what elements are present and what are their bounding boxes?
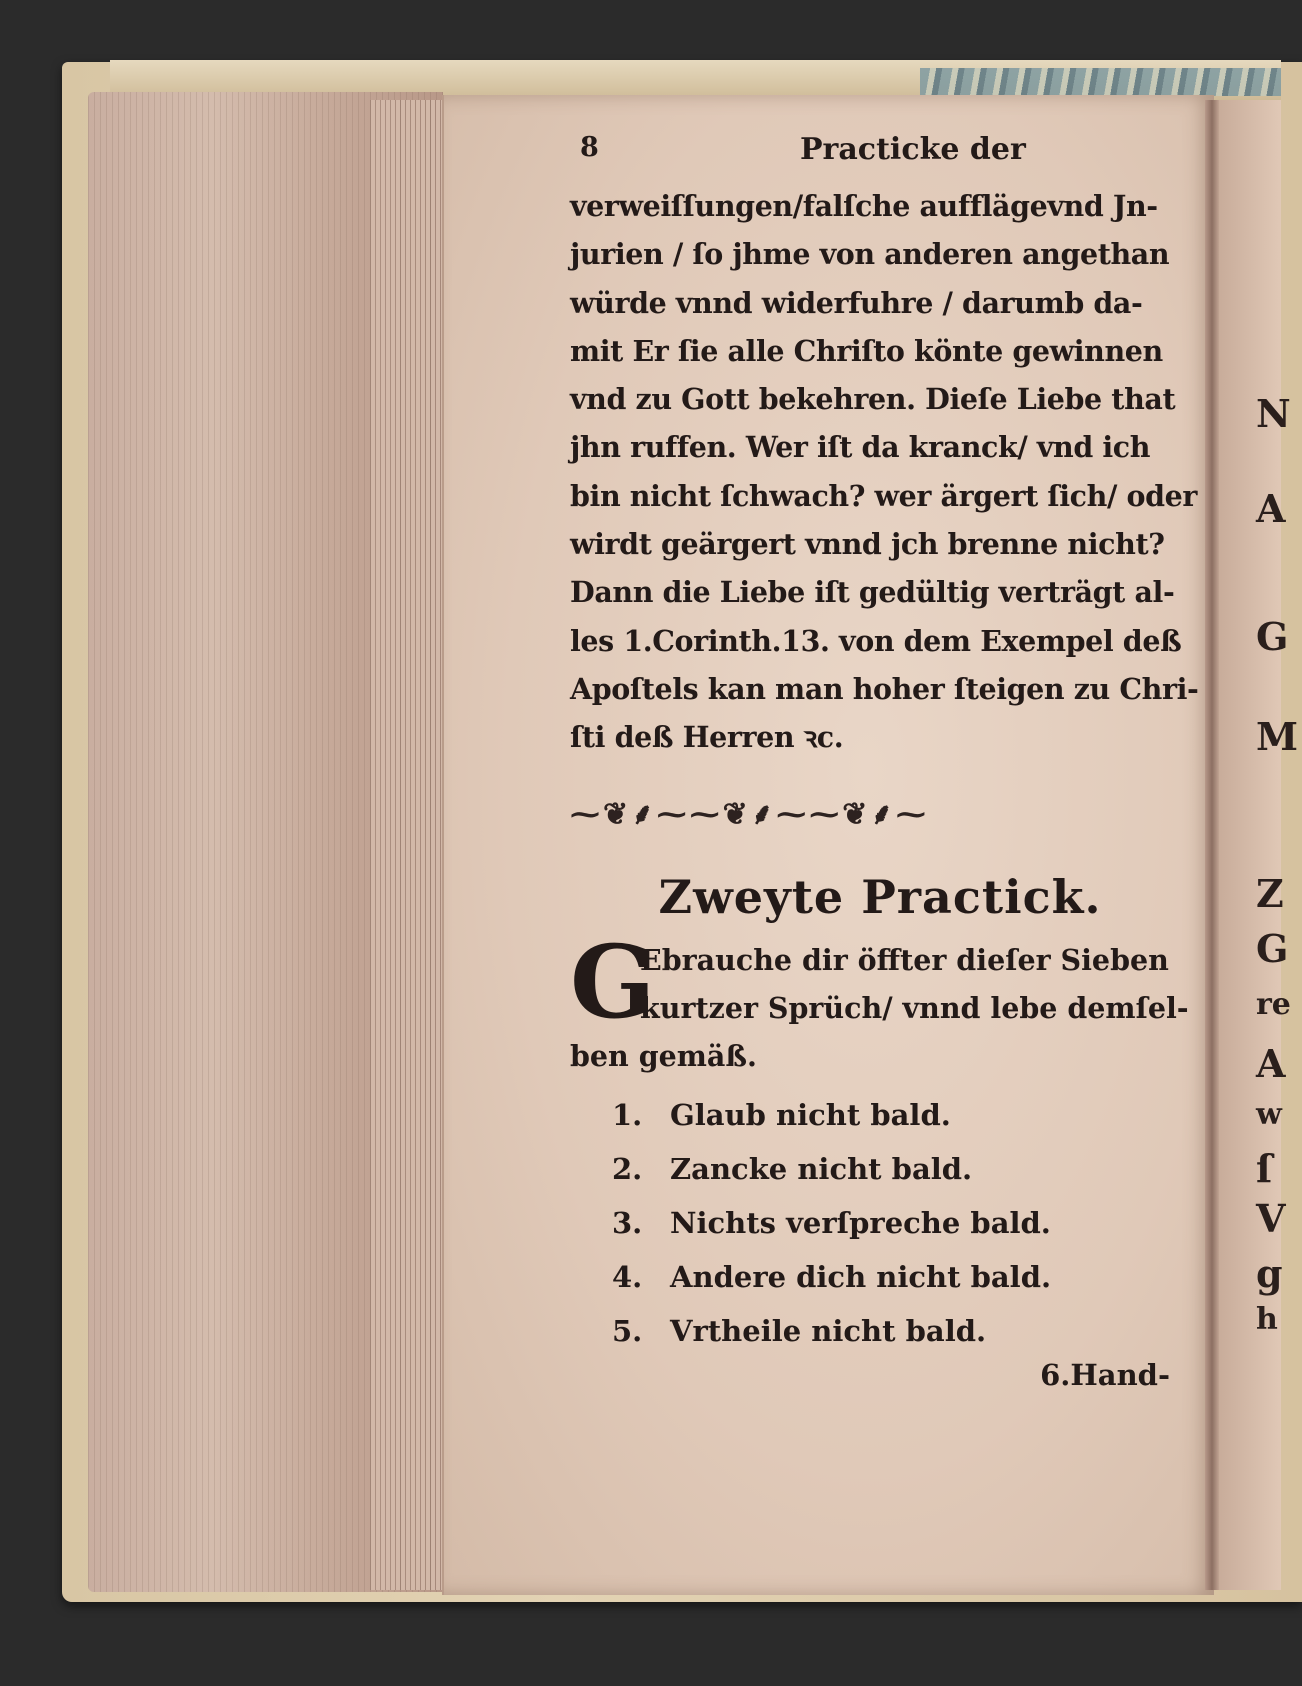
list-item	[570, 1304, 1190, 1358]
list-number: 1.	[612, 1097, 643, 1132]
list-text: Nichts verſpreche bald.	[670, 1205, 1051, 1240]
text-line: kurtzer Sprüch/ vnnd lebe demſel-	[640, 990, 1189, 1025]
list-item	[570, 1088, 1190, 1142]
catchword: 6.Hand-	[1040, 1357, 1170, 1392]
facing-fragment: A	[1256, 486, 1286, 531]
spine-stitching	[920, 68, 1281, 96]
section-title: Zweyte Practick.	[658, 869, 1102, 924]
facing-fragment: M	[1256, 714, 1299, 759]
facing-fragment: w	[1256, 1097, 1282, 1132]
intro-paragraph	[570, 922, 1190, 1080]
list-number: 4.	[612, 1259, 643, 1294]
facing-fragment: G	[1256, 614, 1289, 659]
running-title: Practicke der	[800, 132, 1026, 167]
text-line: mit Er ſie alle Chriſto könte gewinnen	[570, 333, 1163, 368]
text-line: ben gemäß.	[570, 1038, 757, 1073]
book-gutter	[1205, 100, 1219, 1590]
list-number: 3.	[612, 1205, 643, 1240]
facing-fragment: A	[1256, 1041, 1286, 1086]
text-line: wirdt geärgert vnnd jch brenne nicht?	[570, 527, 1165, 562]
list-text: Zancke nicht bald.	[670, 1151, 973, 1186]
facing-fragment: re	[1256, 987, 1291, 1022]
text-line: ſti deß Herren ꝛc.	[570, 720, 844, 755]
list-text: Glaub nicht bald.	[670, 1097, 951, 1132]
text-line: vnd zu Gott bekehren. Dieſe Liebe that	[570, 382, 1176, 417]
text-line: Dann die Liebe iſt gedültig verträgt al-	[570, 575, 1175, 610]
facing-page-fragments	[1252, 0, 1299, 1686]
text-line: verweiſſungen/falſche aufflägevnd Jn-	[570, 189, 1158, 223]
text-line: les 1.Corinth.13. von dem Exempel deß	[570, 623, 1182, 658]
page-block-inner-edge	[370, 100, 445, 1590]
text-line: würde vnnd widerfuhre / darumb da-	[570, 285, 1143, 320]
text-line: jurien / ſo jhme von anderen angethan	[570, 237, 1170, 272]
list-item	[570, 1142, 1190, 1196]
body-paragraph	[570, 182, 1199, 762]
list-text: Vrtheile nicht bald.	[670, 1313, 987, 1348]
list-item	[570, 1250, 1190, 1304]
text-line: jhn ruffen. Wer iſt da kranck/ vnd ich	[570, 430, 1151, 465]
facing-fragment: Z	[1256, 871, 1284, 916]
facing-fragment: G	[1256, 926, 1289, 971]
facing-fragment: h	[1256, 1302, 1278, 1337]
list-text: Andere dich nicht bald.	[670, 1259, 1052, 1294]
text-line: bin nicht ſchwach? wer ärgert ſich/ oder	[570, 478, 1197, 513]
drop-cap: G	[570, 922, 656, 1041]
facing-fragment: ſ	[1256, 1146, 1273, 1191]
text-line: Ebrauche dir öffter dieſer Sieben	[640, 942, 1169, 977]
sayings-list	[570, 1088, 1190, 1358]
decorative-ornament-rule: ⁓❦⸙⁓⁓❦⸙⁓⁓❦⸙⁓	[570, 796, 929, 832]
list-number: 5.	[612, 1313, 643, 1348]
text-line: Apoſtels kan man hoher ſteigen zu Chri-	[570, 671, 1199, 706]
page-number: 8	[580, 132, 599, 163]
page-text	[570, 132, 1199, 1412]
list-number: 2.	[612, 1151, 643, 1186]
facing-fragment: N	[1256, 391, 1291, 436]
facing-fragment: V	[1256, 1196, 1286, 1241]
page-header	[570, 132, 1190, 182]
list-item	[570, 1196, 1190, 1250]
facing-fragment: g	[1256, 1251, 1283, 1296]
